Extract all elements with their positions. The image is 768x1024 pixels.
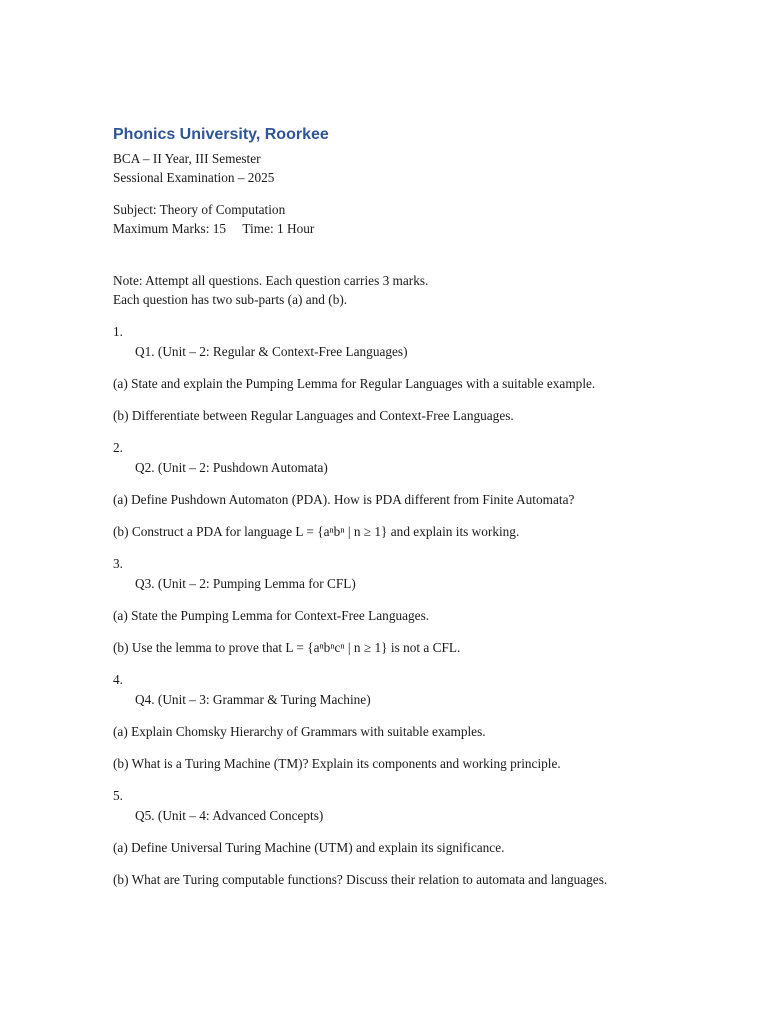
exam-line: Sessional Examination – 2025 (113, 170, 275, 185)
question-part-a: (a) Define Pushdown Automaton (PDA). How is PDA different from Finite Automata? (113, 492, 575, 507)
question-2 (113, 438, 673, 541)
question-heading: Q4. (Unit – 3: Grammar & Turing Machine) (135, 692, 371, 707)
university-title: Phonics University, Roorkee (113, 126, 329, 143)
marks-time-line: Maximum Marks: 15 Time: 1 Hour (113, 221, 315, 236)
question-number: 2. (113, 440, 123, 455)
question-number: 5. (113, 788, 123, 803)
note-line-2: Each question has two sub-parts (a) and (b). (113, 292, 348, 307)
question-1 (113, 322, 673, 425)
question-5 (113, 786, 673, 889)
question-number: 3. (113, 556, 123, 571)
question-number: 4. (113, 672, 123, 687)
question-part-a: (a) State and explain the Pumping Lemma for Regular Languages with a suitable example. (113, 376, 596, 391)
note-line-1: Note: Attempt all questions. Each question carries 3 marks. (113, 273, 429, 288)
question-3 (113, 554, 673, 657)
question-part-a: (a) Define Universal Turing Machine (UTM) and explain its significance. (113, 840, 505, 855)
question-heading: Q1. (Unit – 2: Regular & Context-Free Languages) (135, 344, 408, 359)
question-part-b: (b) What are Turing computable functions? Discuss their relation to automata and languages. (113, 872, 608, 887)
exam-paper (113, 124, 673, 889)
question-part-a: (a) Explain Chomsky Hierarchy of Grammars with suitable examples. (113, 724, 486, 739)
program-line: BCA – II Year, III Semester (113, 151, 261, 166)
question-part-b: (b) Construct a PDA for language L = {aⁿbⁿ | n ≥ 1} and explain its working. (113, 524, 520, 539)
question-part-b: (b) Differentiate between Regular Languages and Context-Free Languages. (113, 408, 514, 423)
question-heading: Q2. (Unit – 2: Pushdown Automata) (135, 460, 328, 475)
question-heading: Q5. (Unit – 4: Advanced Concepts) (135, 808, 324, 823)
question-heading: Q3. (Unit – 2: Pumping Lemma for CFL) (135, 576, 356, 591)
subject-line: Subject: Theory of Computation (113, 202, 286, 217)
question-part-b: (b) What is a Turing Machine (TM)? Explain its components and working principle. (113, 756, 561, 771)
question-part-b: (b) Use the lemma to prove that L = {aⁿbⁿcⁿ | n ≥ 1} is not a CFL. (113, 640, 461, 655)
question-4 (113, 670, 673, 773)
question-number: 1. (113, 324, 123, 339)
question-part-a: (a) State the Pumping Lemma for Context-Free Languages. (113, 608, 430, 623)
